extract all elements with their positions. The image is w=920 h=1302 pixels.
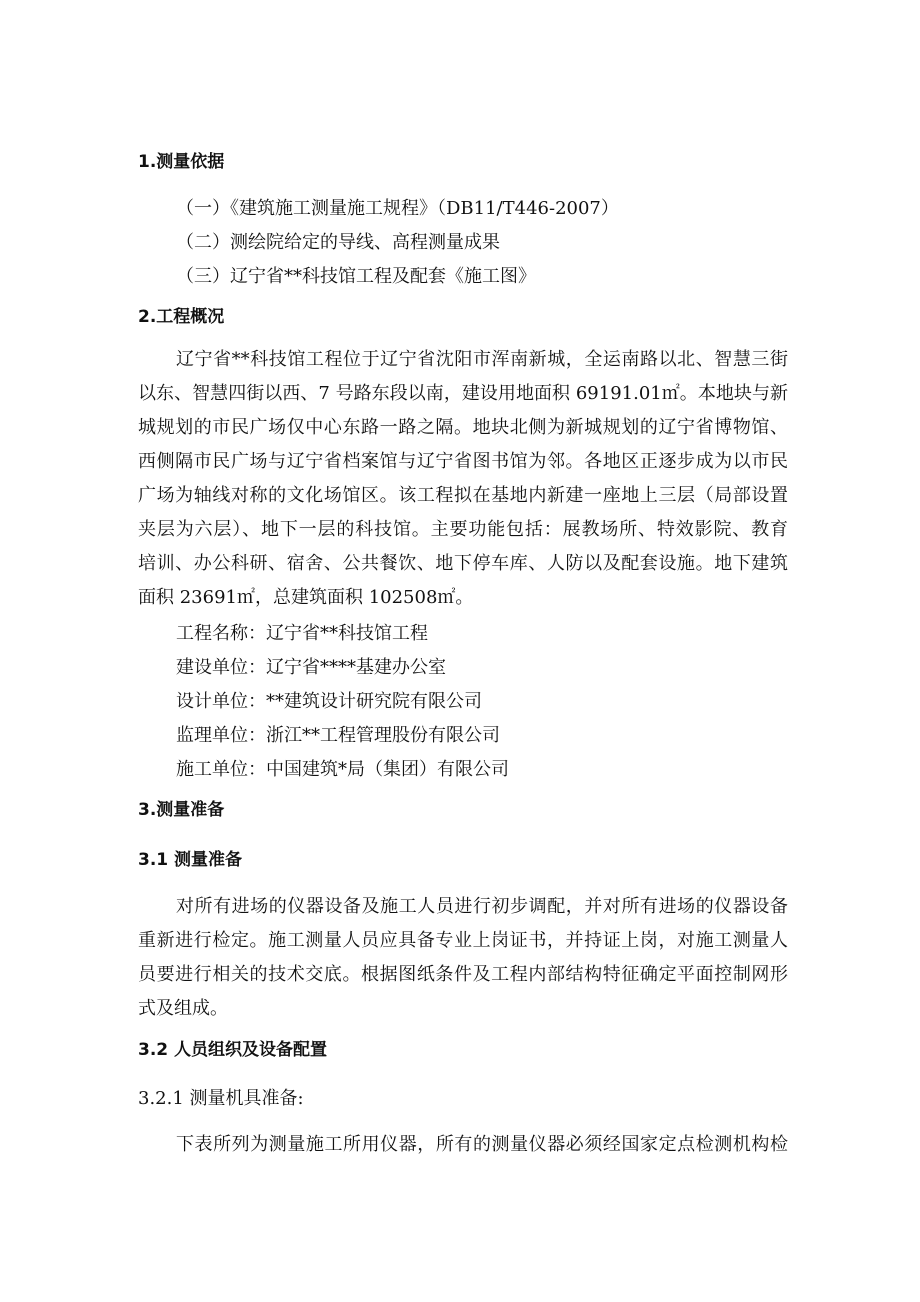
section-3-1-heading: 3.1 测量准备 [138, 850, 243, 870]
section-3-2-1-heading: 3.2.1 测量机具准备: [138, 1088, 304, 1109]
supervision-unit: 监理单位：浙江**工程管理股份有限公司 [176, 725, 500, 746]
paragraph-line: 面积 23691㎡，总建筑面积 102508㎡。 [138, 587, 474, 608]
paragraph-line: 培训、办公科研、宿舍、公共餐饮、地下停车库、人防以及配套设施。地下建筑 [138, 553, 788, 574]
contractor: 施工单位：中国建筑*局（集团）有限公司 [176, 759, 509, 780]
paragraph-line: 以东、智慧四街以西、7 号路东段以南，建设用地面积 69191.01㎡。本地块与新 [138, 383, 788, 404]
paragraph-line: 西侧隔市民广场与辽宁省档案馆与辽宁省图书馆为邻。各地区正逐步成为以市民 [138, 451, 788, 472]
paragraph-line: 广场为轴线对称的文化场馆区。该工程拟在基地内新建一座地上三层（局部设置 [138, 485, 788, 506]
section-1-heading: 1.测量依据 [138, 152, 225, 172]
paragraph-line: 夹层为六层）、地下一层的科技馆。主要功能包括：展教场所、特效影院、教育 [138, 519, 788, 540]
paragraph-line: 重新进行检定。施工测量人员应具备专业上岗证书，并持证上岗，对施工测量人 [138, 930, 788, 951]
design-unit: 设计单位：**建筑设计研究院有限公司 [176, 691, 482, 712]
paragraph-line: 员要进行相关的技术交底。根据图纸条件及工程内部结构特征确定平面控制网形 [138, 964, 788, 985]
section-3-heading: 3.测量准备 [138, 800, 225, 820]
construction-owner: 建设单位：辽宁省****基建办公室 [176, 657, 446, 678]
paragraph-line: 下表所列为测量施工所用仪器，所有的测量仪器必须经国家定点检测机构检 [176, 1134, 788, 1155]
paragraph-line: 式及组成。 [138, 998, 228, 1019]
paragraph-line: 对所有进场的仪器设备及施工人员进行初步调配，并对所有进场的仪器设备 [176, 896, 788, 917]
reference-item-3: （三）辽宁省**科技馆工程及配套《施工图》 [176, 266, 536, 287]
reference-item-2: （二）测绘院给定的导线、高程测量成果 [176, 232, 500, 253]
reference-item-1: （一）《建筑施工测量施工规程》（DB11/T446-2007） [176, 198, 619, 219]
project-name: 工程名称：辽宁省**科技馆工程 [176, 623, 428, 644]
paragraph-line: 城规划的市民广场仅中心东路一路之隔。地块北侧为新城规划的辽宁省博物馆、 [138, 417, 788, 438]
paragraph-line: 辽宁省**科技馆工程位于辽宁省沈阳市浑南新城，全运南路以北、智慧三街 [176, 349, 788, 370]
section-3-2-heading: 3.2 人员组织及设备配置 [138, 1040, 328, 1060]
section-2-heading: 2.工程概况 [138, 307, 225, 327]
